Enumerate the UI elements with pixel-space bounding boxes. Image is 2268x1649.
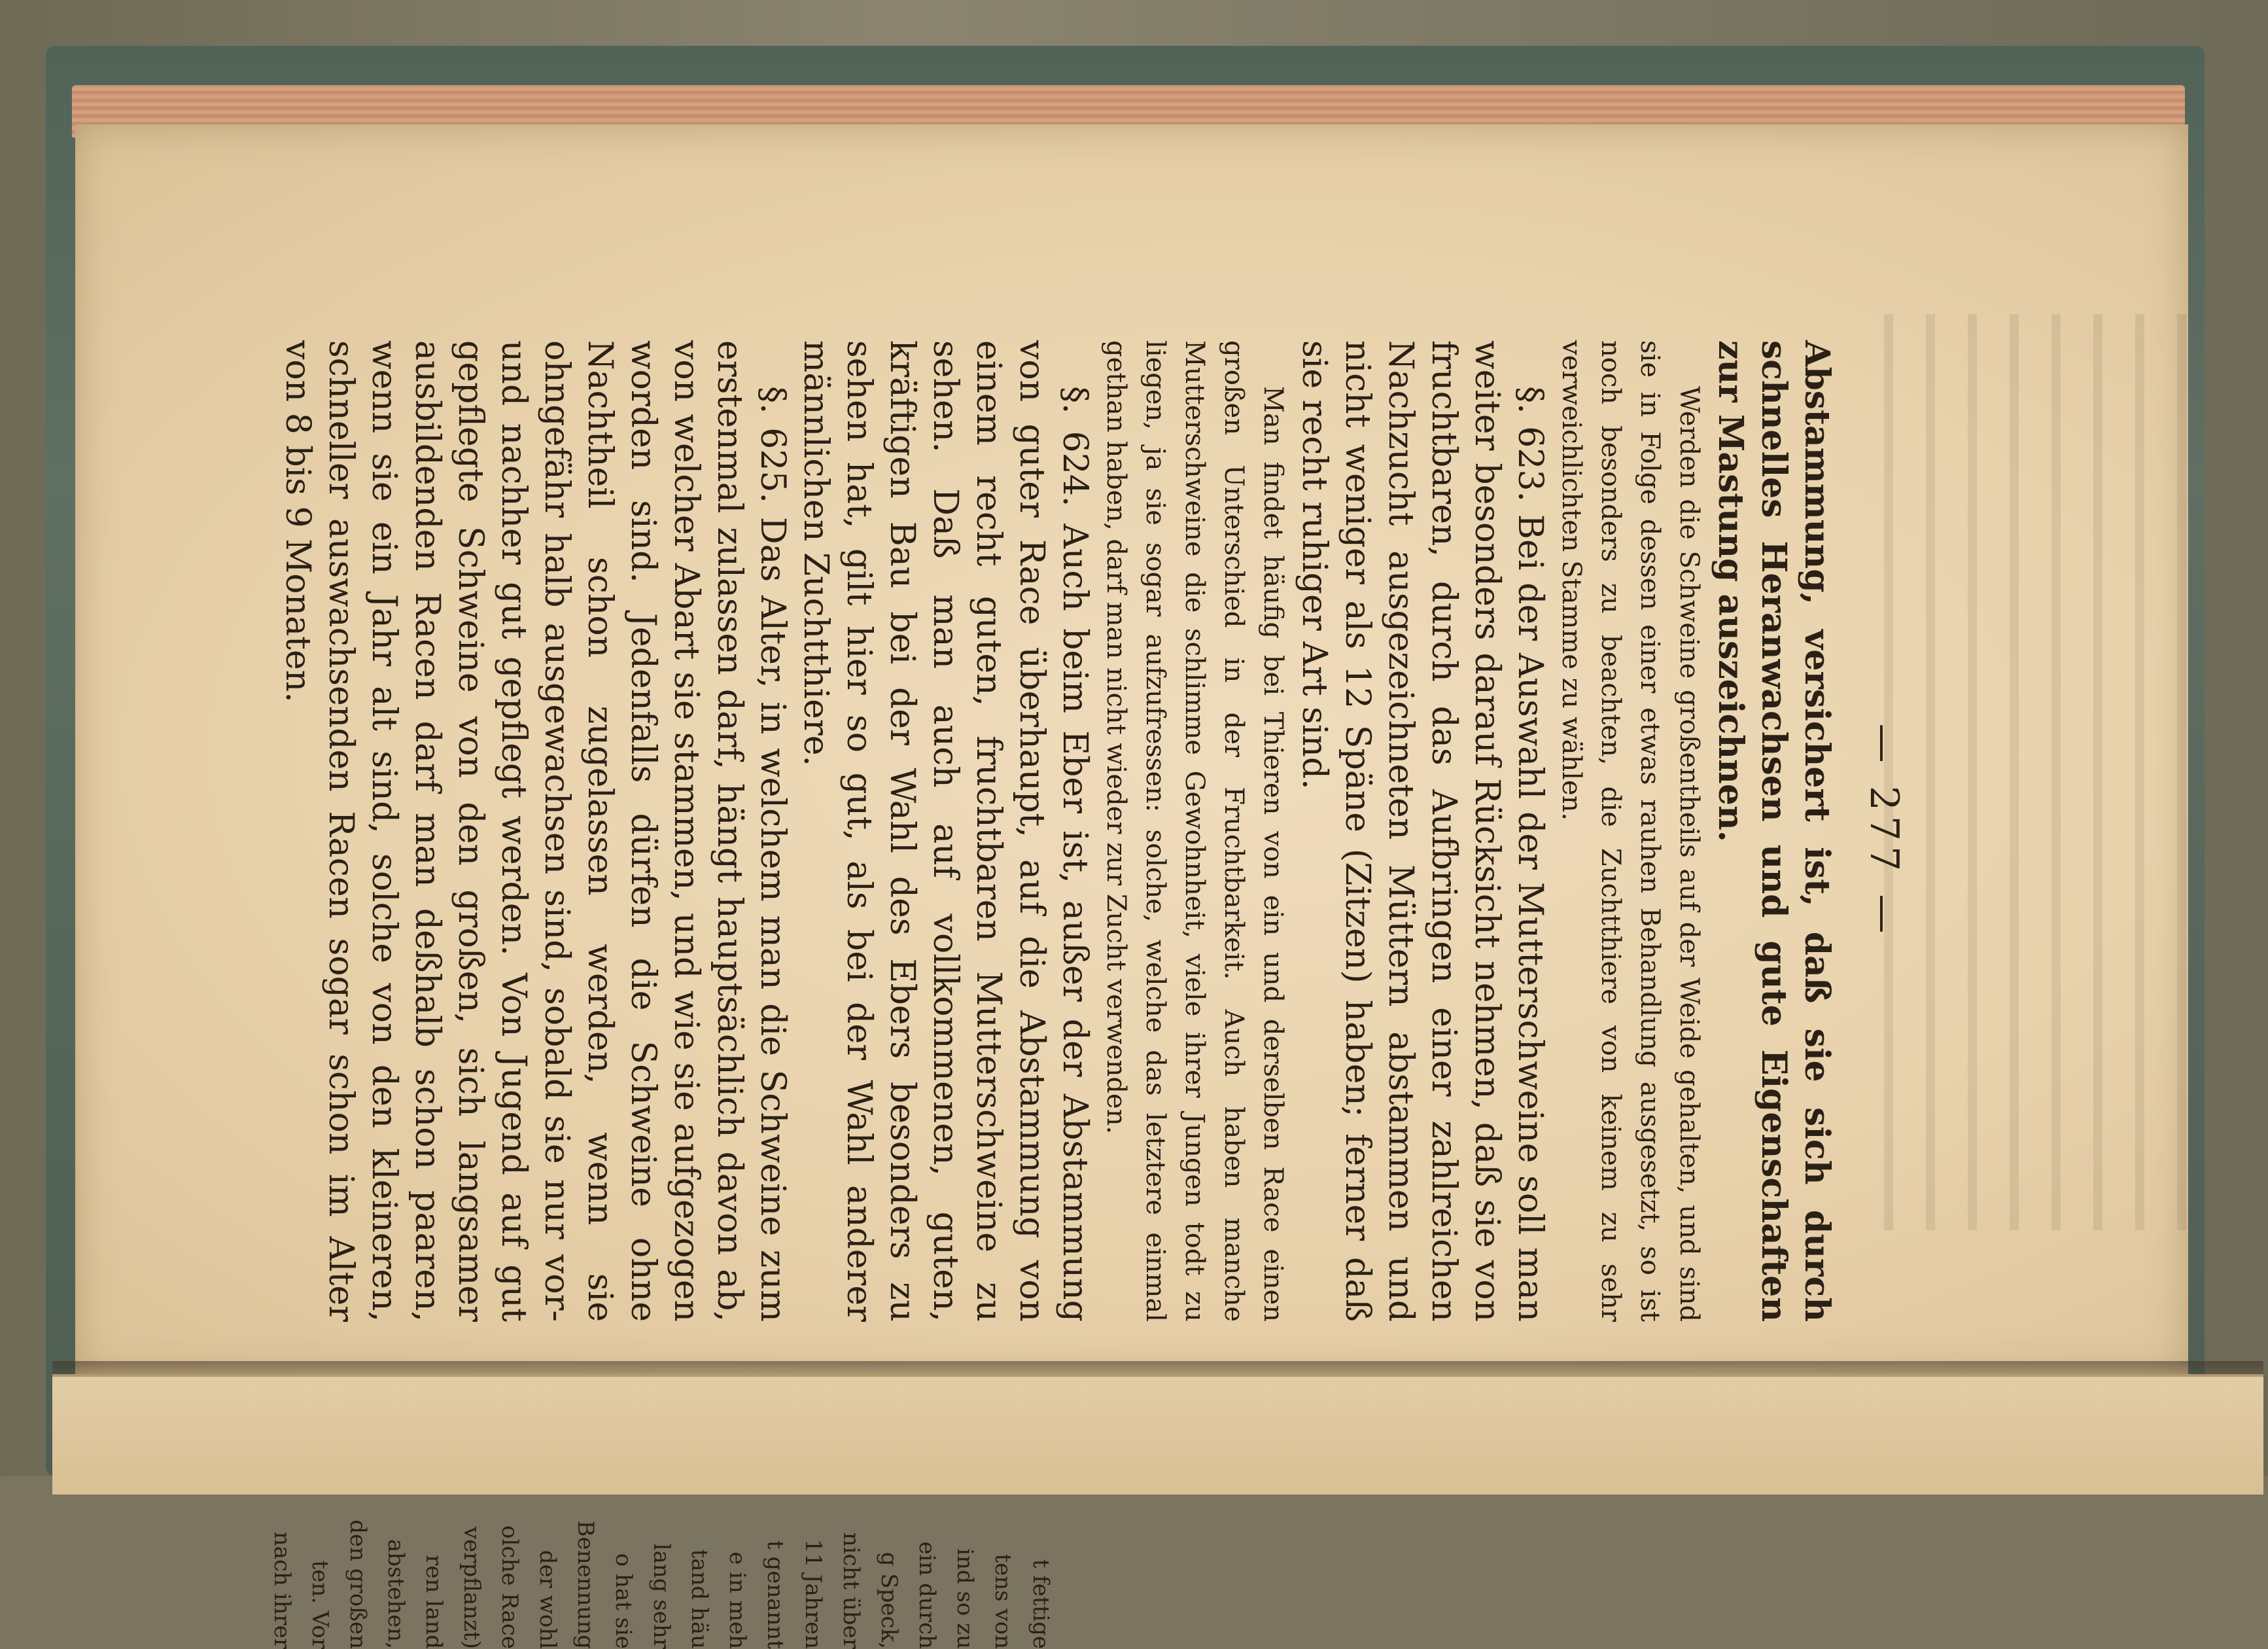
- facing-line: abstehen,: [383, 1539, 409, 1649]
- paragraph-3: §. 623. Bei der Auswahl der Mutterschweine soll man weiter besonders darauf Rücksicht nehmen, daß sie von fruchtbaren, durch das Aufbringen einer zahlreichen Nachzucht ausgezeichneten Müttern abstammen und nicht weniger als 12 Späne (Zitzen) haben; ferner daß sie recht ruhiger Art sind.: [1295, 340, 1550, 1322]
- paragraph-5: §. 624. Auch beim Eber ist, außer der Abstammung von guter Race überhaupt, auf die Abstammung von einem recht guten, fruchtbaren Mutterschweine zu sehen. Daß man auch auf vollkommenen, guten, kräftigen Bau bei der Wahl des Ebers besonders zu sehen hat, gilt hier so gut, als bei der Wahl anderer männlichen Zuchtthiere.: [796, 340, 1094, 1322]
- facing-line: 11 Jahren: [800, 1538, 826, 1649]
- facing-line: tens von: [990, 1553, 1016, 1649]
- facing-line: verpflanzt): [459, 1526, 485, 1649]
- facing-line: ein durch: [914, 1541, 940, 1649]
- facing-line: g Speck,: [876, 1551, 902, 1649]
- paragraph-6: §. 625. Das Alter, in welchem man die Schweine zum erstenmal zulassen darf, hängt hauptsächlich davon ab, von welcher Abart sie stammen, und wie sie aufgezogen worden sind. Jedenfalls dürfen die Schweine ohne Nachtheil schon zugelassen werden, wenn sie ohngefähr halb ausgewachsen sind, sobald sie nur vor- und nachher gut gepflegt werden. Von Jugend auf gut gepflegte Schweine von den großen, sich langsamer ausbildenden Racen darf man deßhalb schon paaren, wenn sie ein Jahr alt sind, solche von den kleineren, schneller auswachsenden Racen sogar schon im Alter von 8 bis 9 Monaten.: [278, 340, 792, 1322]
- facing-line: der wohl: [534, 1550, 561, 1649]
- paragraph-4: Man findet häufig bei Thieren von ein und derselben Race einen großen Unterschied in der Fruchtbarkeit. Auch haben manche Mutterschweine die schlimme Gewohnheit, viele ihrer Jungen todt zu liegen, ja sie sogar aufzufressen: solche, welche das letztere einmal gethan haben, darf man nicht wieder zur Zucht verwenden.: [1101, 340, 1288, 1322]
- facing-line: ten. Vor: [307, 1560, 333, 1649]
- facing-line: nach ihrer: [269, 1531, 295, 1649]
- facing-line: e in meh: [724, 1551, 750, 1649]
- bleed-through-text: [1884, 314, 2211, 1230]
- paragraph-1: Abstammung, versichert ist, daß sie sich durch schnelles Heranwachsen und gute Eigenschaften zur Mastung auszeichnen.: [1711, 340, 1837, 1322]
- facing-line: nicht über: [838, 1532, 864, 1649]
- facing-line: olche Race: [497, 1525, 523, 1649]
- page-number-header: — 277 —: [1861, 723, 1907, 939]
- page-text-block: [278, 340, 1910, 1322]
- facing-page-text: [242, 1387, 1060, 1649]
- paragraph-2: Werden die Schweine großentheils auf der Weide gehalten, und sind sie in Folge dessen einer etwas rauhen Behandlung ausgesetzt, so ist noch besonders zu beachten, die Zuchtthiere von keinem zu sehr verweichlichten Stamme zu wählen.: [1556, 340, 1704, 1322]
- facing-line: den großen: [345, 1519, 371, 1649]
- facing-line: ind so zu: [952, 1548, 978, 1649]
- facing-line: t genannt: [762, 1540, 788, 1649]
- facing-line: Benennung: [572, 1520, 599, 1649]
- facing-line: ren land: [421, 1555, 447, 1649]
- facing-line: lang sehr: [648, 1543, 674, 1649]
- facing-line: o hat sie: [610, 1553, 637, 1649]
- facing-line: t fettige: [1028, 1559, 1054, 1649]
- facing-line: tand häu: [686, 1549, 712, 1649]
